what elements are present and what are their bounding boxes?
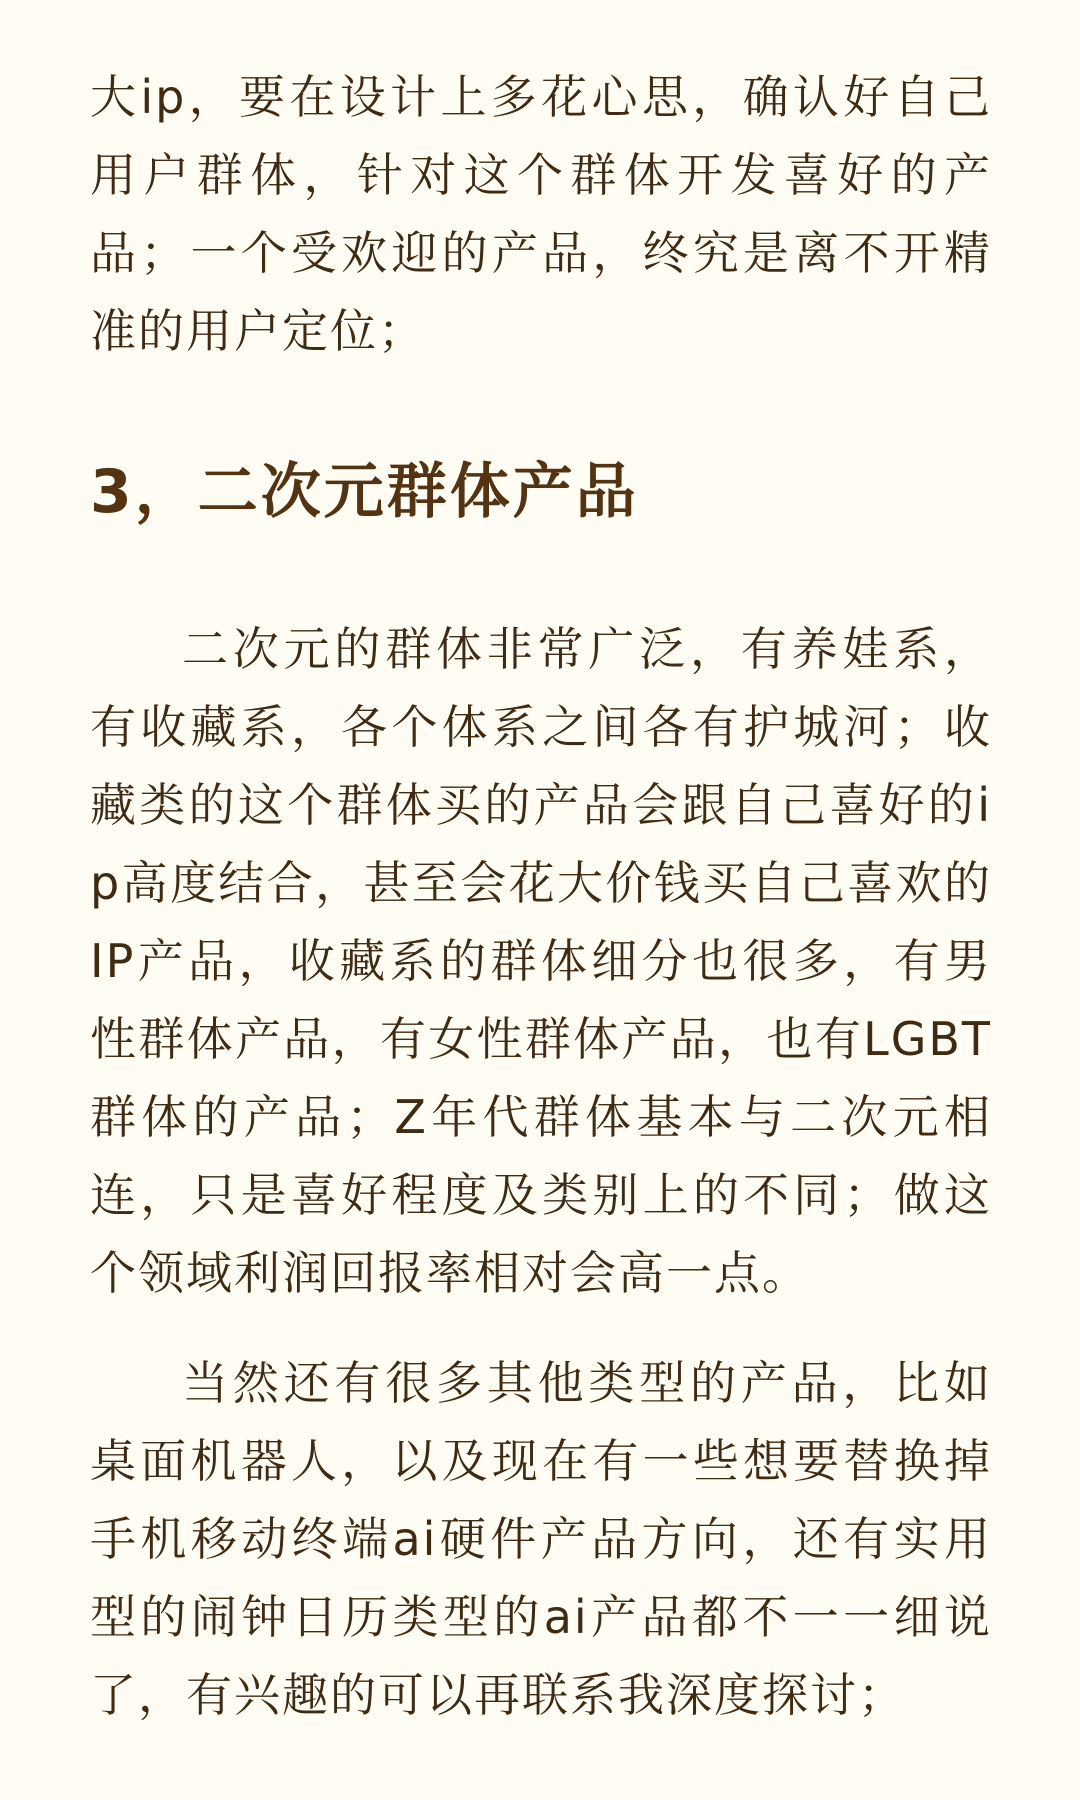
section-heading: 3，二次元群体产品 — [90, 457, 639, 527]
intro-paragraph: 大ip，要在设计上多花心思，确认好自己用户群体，针对这个群体开发喜好的产品；一个受欢迎的产品，终究是离不开精准的用户定位； — [90, 70, 992, 358]
paragraph-other-products: 当然还有很多其他类型的产品，比如桌面机器人，以及现在有一些想要替换掉手机移动终端ai硬件产品方向，还有实用型的闹钟日历类型的ai产品都不一一细说了，有兴趣的可以再联系我深度探讨； — [90, 1356, 992, 1722]
paragraph-spacer — [90, 1312, 992, 1344]
paragraph-anime-groups: 二次元的群体非常广泛，有养娃系，有收藏系，各个体系之间各有护城河；收藏类的这个群体买的产品会跟自己喜好的ip高度结合，甚至会花大价钱买自己喜欢的IP产品，收藏系的群体细分也很多，有男性群体产品，有女性群体产品，也有LGBT群体的产品；Z年代群体基本与二次元相连，只是喜好程度及类别上的不同；做这个领域利润回报率相对会高一点。 — [90, 622, 992, 1300]
